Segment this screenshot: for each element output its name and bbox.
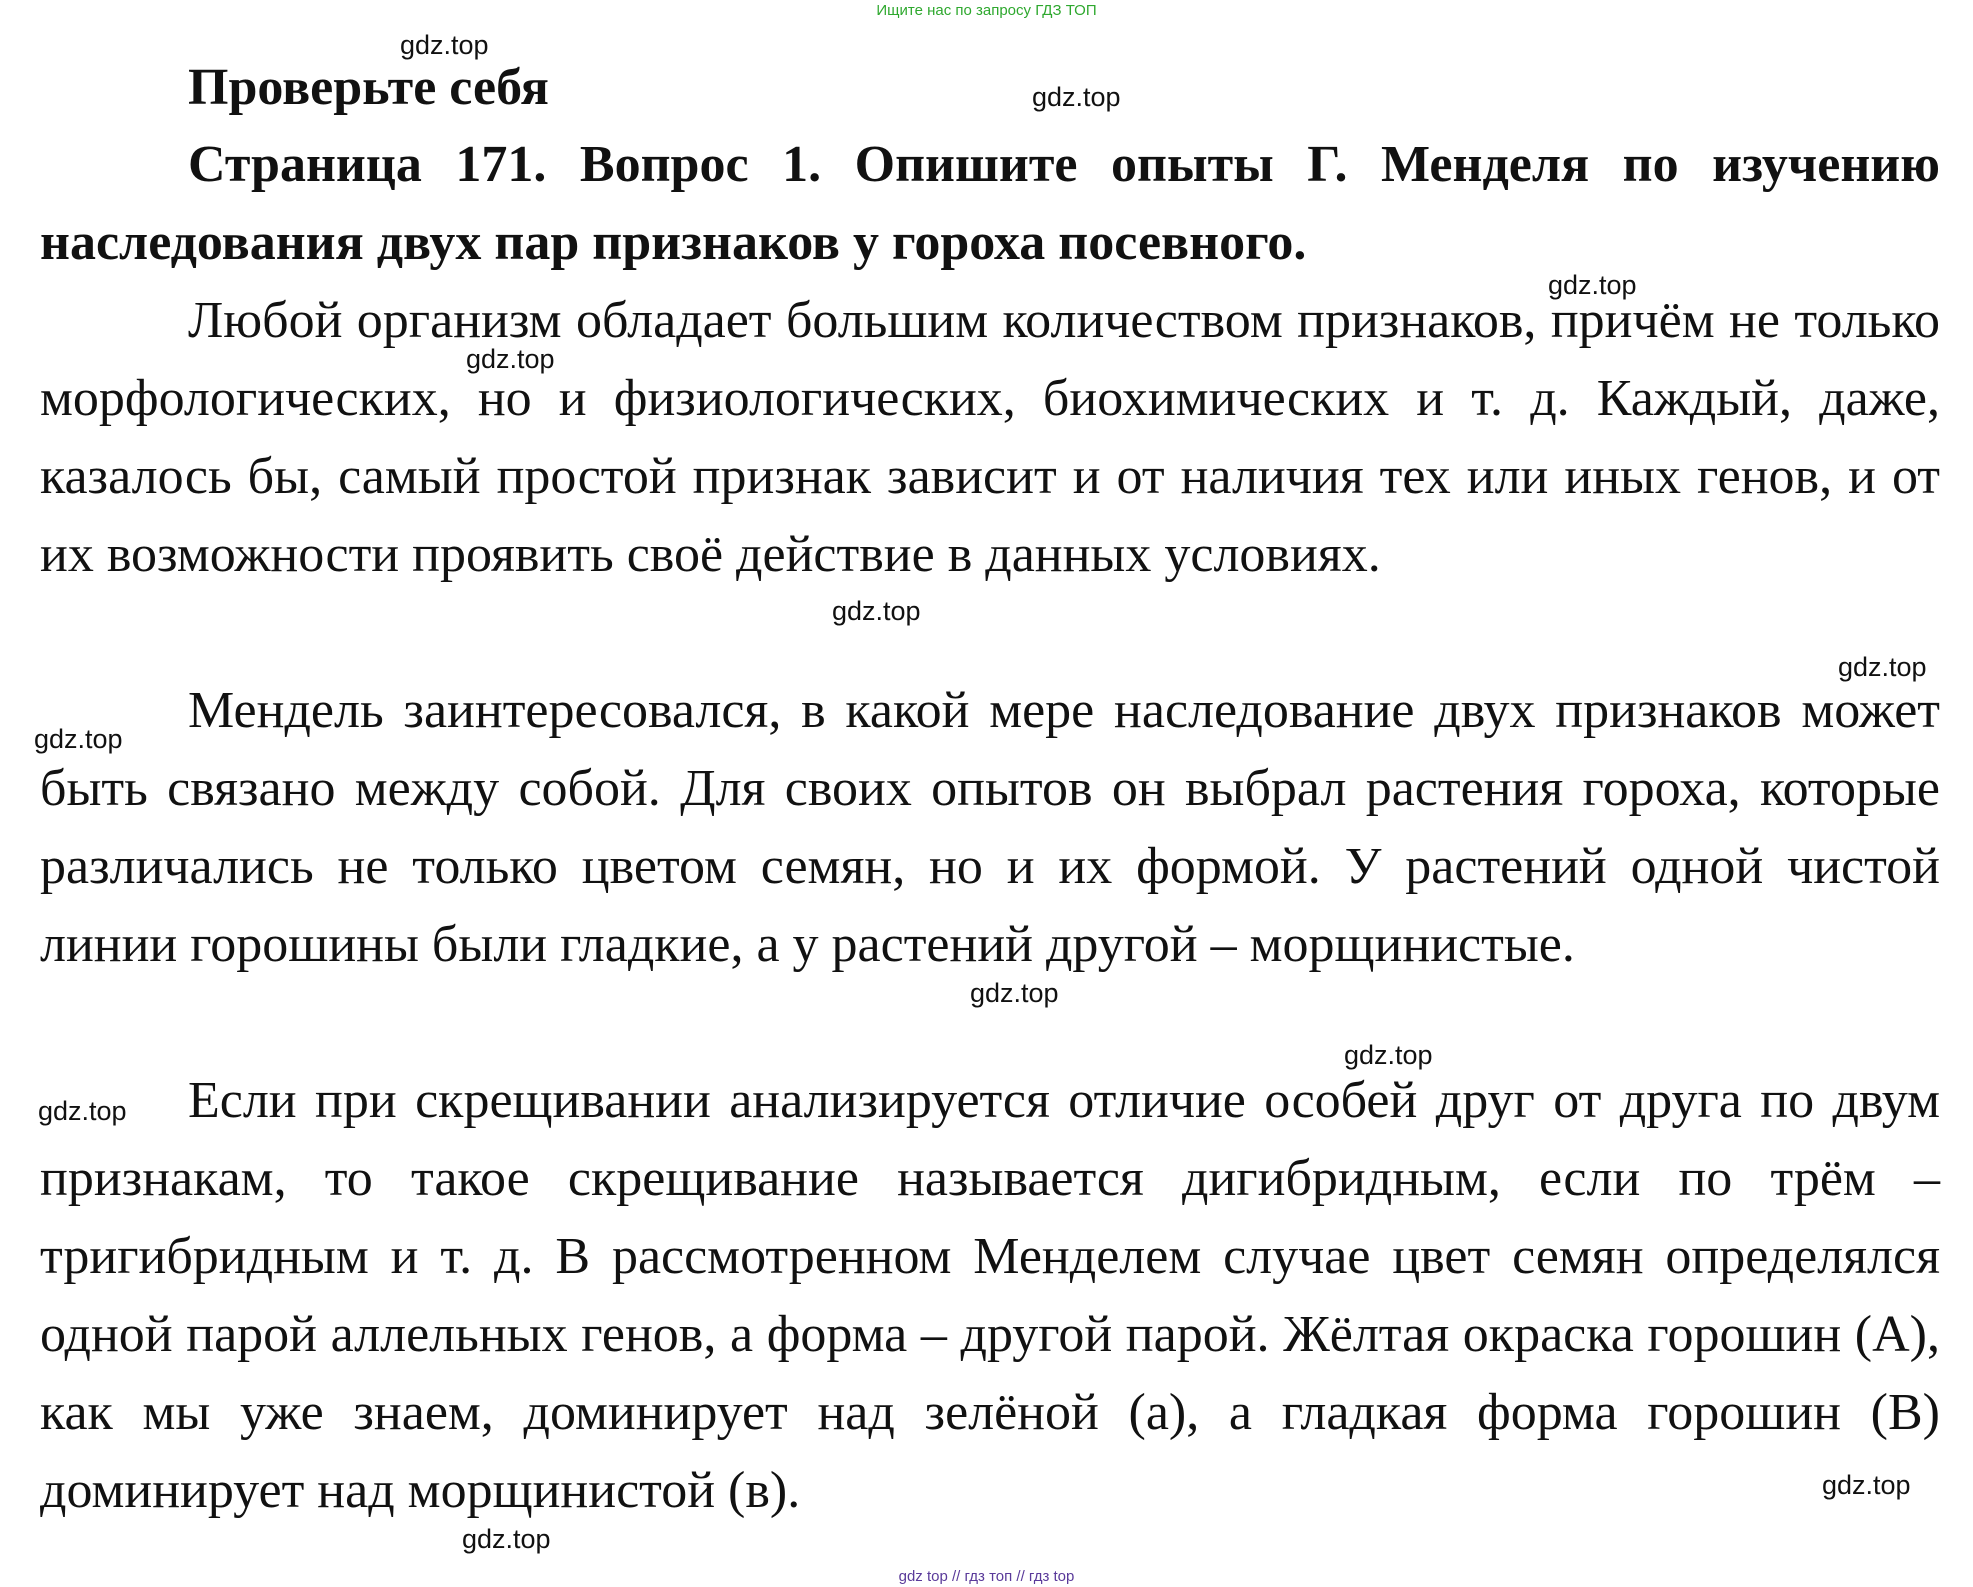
answer-paragraph-3: Если при скрещивании анализируется отличие особей друг от друга по двум признакам, то такое скрещивание называется дигибридным, если по трём – тригибридным и т. д. В рассмотренном Менделем случае цвет семян определялся одной парой аллельных генов, а форма – другой парой. Жёлтая окраска горошин (А), как мы уже знаем, доминирует над зелёной (а), а гладкая форма горошин (В) доминирует над морщинистой (в). xyxy=(40,1072,1940,1519)
watermark: gdz.top xyxy=(466,344,555,374)
question-title: Страница 171. Вопрос 1. Опишите опыты Г. Менделя по изучению наследования двух пар признаков у гороха посевного. xyxy=(40,136,1940,271)
page-heading: Проверьте себя xyxy=(188,59,549,116)
watermark: gdz.top xyxy=(1838,652,1927,682)
top-banner[interactable]: Ищите нас по запросу ГДЗ ТОП xyxy=(876,2,1097,19)
watermark: gdz.top xyxy=(34,724,123,754)
bottom-banner[interactable]: gdz top // гдз топ // гдз top xyxy=(898,1568,1075,1585)
watermark: gdz.top xyxy=(1032,82,1121,112)
watermark: gdz.top xyxy=(38,1096,127,1126)
answer-paragraph-2: Мендель заинтересовался, в какой мере наследование двух признаков может быть связано между собой. Для своих опытов он выбрал растения гороха, которые различались не только цветом семян, но и их формой. У растений одной чистой линии горошины были гладкие, а у растений другой – морщинистые. xyxy=(40,682,1940,973)
watermark: gdz.top xyxy=(462,1524,551,1554)
watermark: gdz.top xyxy=(400,30,489,60)
watermark: gdz.top xyxy=(970,978,1059,1008)
watermark: gdz.top xyxy=(1822,1470,1911,1500)
answer-paragraph-1: Любой организм обладает большим количеством признаков, причём не только морфологических, но и физиологических, биохимических и т. д. Каждый, даже, казалось бы, самый простой признак зависит и от наличия тех или иных генов, и от их возможности проявить своё действие в данных условиях. xyxy=(40,292,1940,583)
watermark: gdz.top xyxy=(1344,1040,1433,1070)
watermark: gdz.top xyxy=(1548,270,1637,300)
watermark: gdz.top xyxy=(832,596,921,626)
